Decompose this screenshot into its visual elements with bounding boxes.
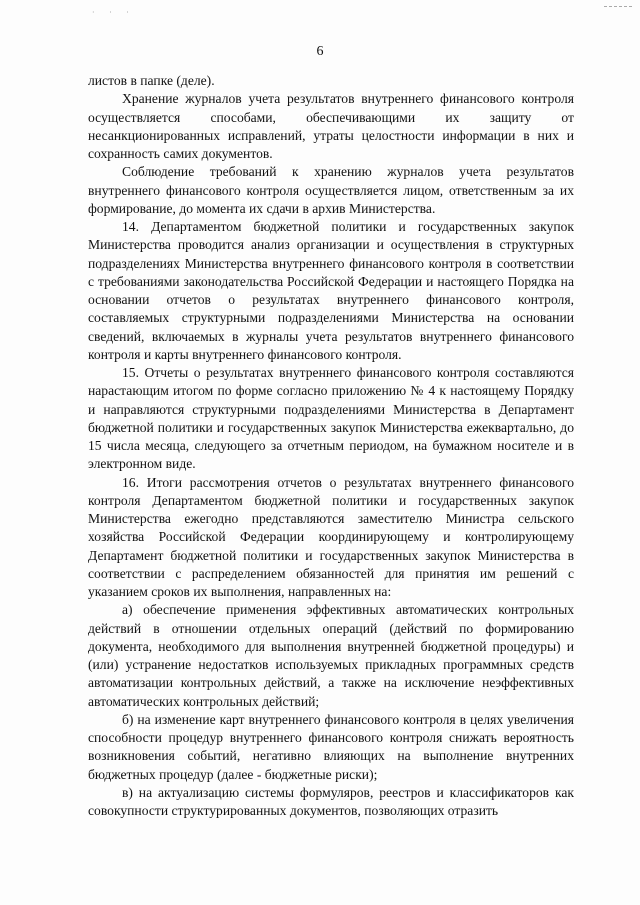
page-number: 6	[316, 44, 324, 59]
paragraph: 14. Департаментом бюджетной политики и государственных закупок Министерства проводится анализ организации и осуществления в структурных подразделениях Министерства внутреннего финансового контроля в соответствии с требованиями законодательства Российской Федерации и настоящего Порядка на основании отчетов о результатах внутреннего финансового контроля, составляемых структурными подразделениями Министерства на основании сведений, включаемых в журналы учета результатов внутреннего финансового контроля и карты внутреннего финансового контроля.	[88, 219, 574, 362]
scan-artifact-marks: · · ·	[92, 8, 135, 17]
paragraph: Хранение журналов учета результатов внутреннего финансового контроля осуществляется способами, обеспечивающими их защиту от несанкционированных исправлений, утраты целостности информации в них и сохранность самих документов.	[88, 91, 574, 161]
document-text	[88, 72, 574, 820]
paragraph: Соблюдение требований к хранению журналов учета результатов внутреннего финансового контроля осуществляется лицом, ответственным за их формирование, до момента их сдачи в архив Министерства.	[88, 164, 574, 216]
paragraph: 16. Итоги рассмотрения отчетов о результатах внутреннего финансового контроля Департаментом бюджетной политики и государственных закупок Министерства ежегодно представляются заместителю Министра сельского хозяйства Российской Федерации координирующему и контролирующему Департамент бюджетной политики и государственных закупок Министерства в соответствии с распределением обязанностей для принятия им решений с указанием сроков их выполнения, направленных на:	[88, 474, 574, 599]
paragraph: в) на актуализацию системы формуляров, реестров и классификаторов как совокупности структурированных документов, позволяющих отразить	[88, 784, 574, 818]
paragraph: б) на изменение карт внутреннего финансового контроля в целях увеличения способности процедур внутреннего финансового контроля снижать вероятность возникновения событий, негативно влияющих на выполнение внутренних бюджетных процедур (далее - бюджетные риски);	[88, 711, 574, 782]
paragraph: 15. Отчеты о результатах внутреннего финансового контроля составляются нарастающим итогом по форме согласно приложению № 4 к настоящему Порядку и направляются структурными подразделениями Министерства в Департамент бюджетной политики и государственных закупок Министерства ежеквартально, до 15 числа месяца, следующего за отчетным периодом, на бумажном носителе и в электронном виде.	[88, 365, 574, 472]
paragraph: а) обеспечение применения эффективных автоматических контрольных действий в отношении отдельных операций (действий по формированию документа, необходимого для выполнения внутренней бюджетной процедуры) и (или) устранение недостатков используемых прикладных программных средств автоматизации контрольных действий, а также на исключение неэффективных автоматических контрольных действий;	[88, 602, 574, 709]
scan-artifact-line	[604, 6, 632, 8]
paragraph: листов в папке (деле).	[88, 73, 215, 88]
